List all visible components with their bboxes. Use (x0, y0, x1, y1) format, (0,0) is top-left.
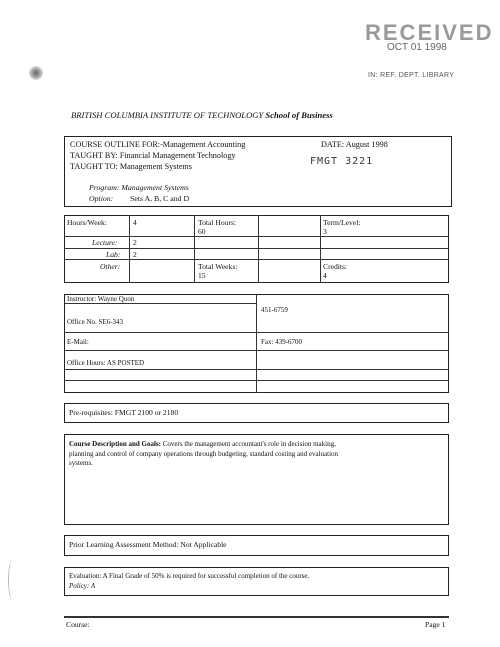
hours-week-value: 4 (133, 218, 137, 227)
prerequisites: Pre-requisites: FMGT 2100 or 2180 (69, 408, 179, 417)
course-description-label: Course Description and Goals: (69, 440, 161, 448)
course-description-text-1: Covers the management accountant's role in decision making, (162, 440, 336, 448)
credits-value: 4 (323, 271, 327, 280)
option-value: Sets A, B, C and D (130, 194, 190, 203)
outline-date: DATE: August 1998 (321, 140, 388, 149)
instructor-email: E-Mail: (67, 338, 89, 346)
received-stamp-date: OCT 01 1998 (387, 42, 447, 53)
total-weeks-label: Total Weeks: (198, 262, 238, 271)
term-level-label: Term/Level: (323, 218, 361, 227)
instructor-name: Instructor: Wayne Quon (67, 295, 135, 303)
program: Program: Management Systems (89, 183, 189, 192)
pla-method: Prior Learning Assessment Method: Not Applicable (69, 540, 227, 549)
other-label: Other: (100, 262, 121, 271)
institution-header (71, 110, 333, 120)
footer-page: Page 1 (425, 620, 446, 629)
course-description (69, 440, 444, 469)
school-name: School of Business (265, 110, 333, 120)
footer-rule (64, 616, 449, 618)
total-hours-label: Total Hours: (198, 218, 237, 227)
received-stamp (365, 20, 494, 64)
instructor-fax: Fax: 439-6700 (261, 338, 303, 346)
scan-speck (29, 66, 43, 80)
course-outline-title: COURSE OUTLINE FOR:-Management Accounting (70, 140, 246, 149)
evaluation-policy: Policy: A (69, 582, 96, 590)
instructor-office-hours: Office Hours: AS POSTED (67, 359, 145, 367)
instructor-office: Office No. SE6-343 (67, 318, 124, 326)
lab-value: 2 (133, 250, 137, 259)
lecture-value: 2 (133, 238, 137, 247)
course-description-line-1 (69, 440, 444, 450)
hours-table (64, 215, 449, 283)
course-description-line-2: planning and control of company operations through budgeting, standard costing and evaluation (69, 449, 339, 458)
option-label: Option: (89, 194, 114, 203)
credits-label: Credits: (323, 262, 348, 271)
received-stamp-text: RECEIVED (365, 20, 494, 45)
evaluation-text: Evaluation: A Final Grade of 50% is required for successful completion of the course. (69, 572, 310, 580)
lab-label: Lab: (106, 250, 121, 259)
handwritten-course-code: FMGT 3221 (310, 156, 374, 167)
taught-to: TAUGHT TO: Management Systems (70, 162, 192, 171)
course-description-line-3: systems. (69, 459, 93, 468)
total-hours-value: 60 (198, 227, 206, 236)
scan-margin-mark (8, 560, 17, 600)
footer-course: Course: (66, 620, 90, 629)
library-stamp: IN: REF. DEPT. LIBRARY (368, 72, 455, 79)
instructor-phone: 451-6759 (261, 306, 288, 314)
lecture-label: Lecture: (92, 238, 118, 247)
institution-name: BRITISH COLUMBIA INSTITUTE OF TECHNOLOGY (71, 110, 264, 120)
taught-by: TAUGHT BY: Financial Management Technology (70, 151, 236, 160)
term-level-value: 3 (323, 227, 327, 236)
hours-week-label: Hours/Week: (67, 218, 107, 227)
total-weeks-value: 15 (198, 271, 206, 280)
